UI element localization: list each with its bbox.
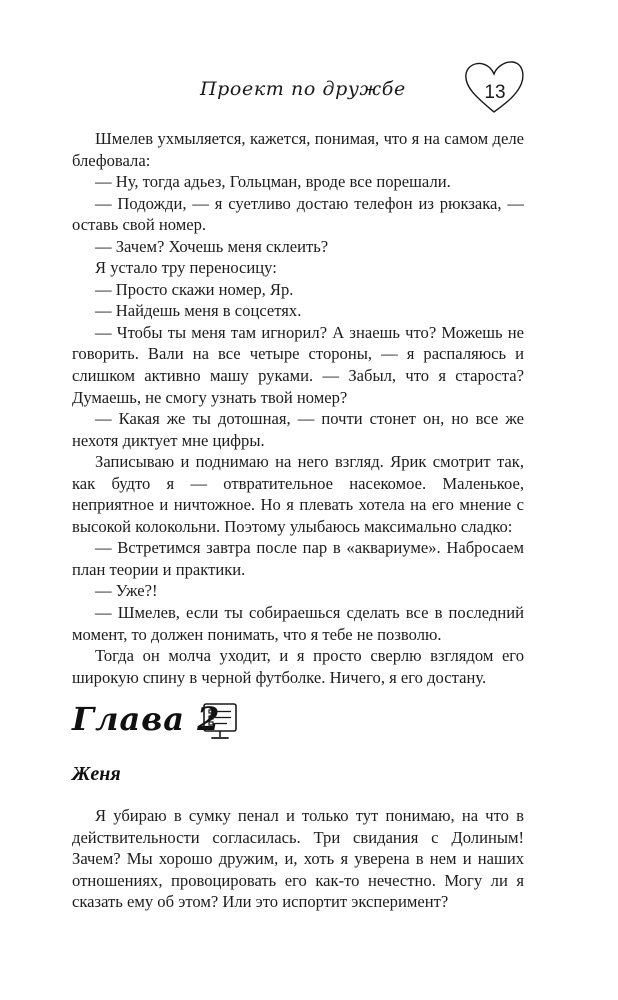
paragraph: Тогда он молча уходит, и я просто сверлю взглядом его широкую спину в черной футболке. Ничего, я его достану.: [72, 646, 524, 687]
paragraph: Я устало тру переносицу:: [95, 258, 277, 278]
paragraph: — Ну, тогда адьез, Гольцман, вроде все порешали.: [95, 172, 451, 192]
pov-character-name: Женя: [72, 763, 121, 785]
paragraph: Шмелев ухмыляется, кажется, понимая, что я на самом деле блефовала:: [72, 129, 524, 170]
paragraph: — Подожди, — я суетливо достаю телефон из рюкзака, — оставь свой номер.: [72, 193, 524, 235]
paragraph: — Зачем? Хочешь меня склеить?: [95, 236, 329, 256]
paragraph: — Какая же ты дотошная, — почти стонет он, но все же нехотя диктует мне цифры.: [72, 409, 524, 450]
paragraph: — Встретимся завтра после пар в «аквариуме». Набросаем план теории и практики.: [72, 538, 524, 579]
paragraph: — Чтобы ты меня там игнорил? А знаешь что? Можешь не говорить. Вали на все четыре стороны, — я распаляюсь и слишком активно машу руками. — Забыл, что я староста? Думаешь, не смогу узнать твой номер?: [72, 322, 524, 407]
paragraph: Записываю и поднимаю на него взгляд. Ярик смотрит так, как будто я — отвратительное насекомое. Маленькое, неприятное и ничтожное. Но я плевать хотела на его мнение с высокой колокольни. Поэтому улыбаюсь максимально сладко:: [72, 452, 524, 536]
paragraph: — Уже?!: [95, 581, 158, 601]
paragraph: — Найдешь меня в соцсетях.: [95, 301, 302, 321]
paragraph: — Просто скажи номер, Яр.: [95, 279, 294, 299]
paragraph: Я убираю в сумку пенал и только тут понимаю, на что в действительности согласилась. Три свидания с Долиным! Зачем? Мы хорошо дружим, и, хоть я уверена в нем и наших отношениях, провоцировать его как-то нечестно. Могу ли я сказать ему об этом? Или это испортит эксперимент?: [72, 806, 524, 912]
body-text-bottom: [72, 805, 524, 913]
body-text-top: [72, 128, 524, 688]
computer-monitor-icon: [202, 702, 238, 742]
page-number: 13: [484, 82, 506, 103]
chapter-title: Глава 2: [72, 700, 221, 738]
running-title: Проект по дружбе: [200, 78, 406, 100]
paragraph: — Шмелев, если ты собираешься сделать все в последний момент, то должен понимать, что я тебе не позволю.: [72, 603, 524, 644]
